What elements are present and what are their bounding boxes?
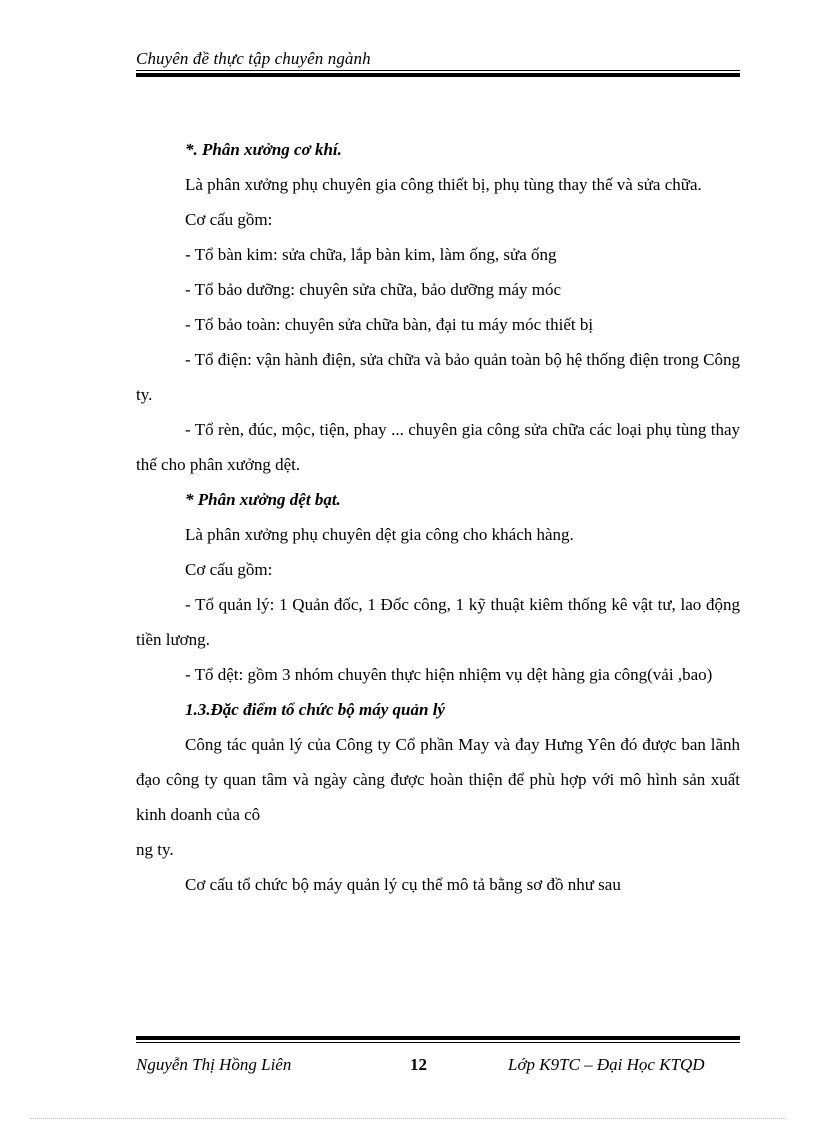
footer-rule-thick xyxy=(136,1036,740,1040)
body-paragraph: - Tổ quản lý: 1 Quản đốc, 1 Đốc công, 1 kỹ thuật kiêm thống kê vật tư, lao động tiền lương. xyxy=(136,595,740,649)
body-paragraph: - Tổ bàn kim: sửa chữa, lắp bàn kim, làm ống, sửa ống xyxy=(185,245,557,264)
section-heading: 1.3.Đặc điểm tổ chức bộ máy quản lý xyxy=(185,700,445,719)
footer-author: Nguyễn Thị Hồng Liên xyxy=(136,1055,292,1074)
footer-rule-thin xyxy=(136,1042,740,1043)
body-paragraph: Cơ cấu gồm: xyxy=(185,560,273,579)
body-paragraph: Cơ cấu gồm: xyxy=(185,210,273,229)
body-paragraph: - Tổ bảo dưỡng: chuyên sửa chữa, bảo dưỡng máy móc xyxy=(185,280,562,299)
body-paragraph: - Tổ bảo toàn: chuyên sửa chữa bàn, đại tu máy móc thiết bị xyxy=(185,315,594,334)
header-rule-thin xyxy=(136,70,740,71)
section-heading: *. Phân xưởng cơ khí. xyxy=(185,140,342,159)
running-header-title: Chuyên đề thực tập chuyên ngành xyxy=(136,49,371,68)
page-number: 12 xyxy=(410,1055,427,1074)
body-paragraph: ng ty. xyxy=(136,840,174,859)
body-paragraph: - Tổ dệt: gồm 3 nhóm chuyên thực hiện nhiệm vụ dệt hàng gia công(vải ,bao) xyxy=(185,665,713,684)
body-paragraph: - Tổ rèn, đúc, mộc, tiện, phay ... chuyên gia công sửa chữa các loại phụ tùng thay thế cho phân xưởng dệt. xyxy=(136,420,740,474)
body-paragraph: Là phân xưởng phụ chuyên gia công thiết bị, phụ tùng thay thế và sửa chữa. xyxy=(185,175,702,194)
footer-class-info: Lớp K9TC – Đại Học KTQD xyxy=(508,1055,705,1074)
body-paragraph: - Tổ điện: vận hành điện, sửa chữa và bảo quản toàn bộ hệ thống điện trong Công ty. xyxy=(136,350,740,404)
body-paragraph: Cơ cấu tổ chức bộ máy quản lý cụ thể mô tả bằng sơ đồ như sau xyxy=(185,875,621,894)
body-paragraph: Là phân xưởng phụ chuyên dệt gia công cho khách hàng. xyxy=(185,525,574,544)
bottom-dotted-border xyxy=(30,1118,786,1119)
body-paragraph: Công tác quản lý của Công ty Cổ phần May và đay Hưng Yên đó được ban lãnh đạo công ty quan tâm và ngày càng được hoàn thiện để phù hợp với mô hình sản xuất kinh doanh của cô xyxy=(136,735,740,824)
header-rule-thick xyxy=(136,73,740,77)
body-text xyxy=(136,132,740,902)
section-heading: * Phân xưởng dệt bạt. xyxy=(185,490,341,509)
